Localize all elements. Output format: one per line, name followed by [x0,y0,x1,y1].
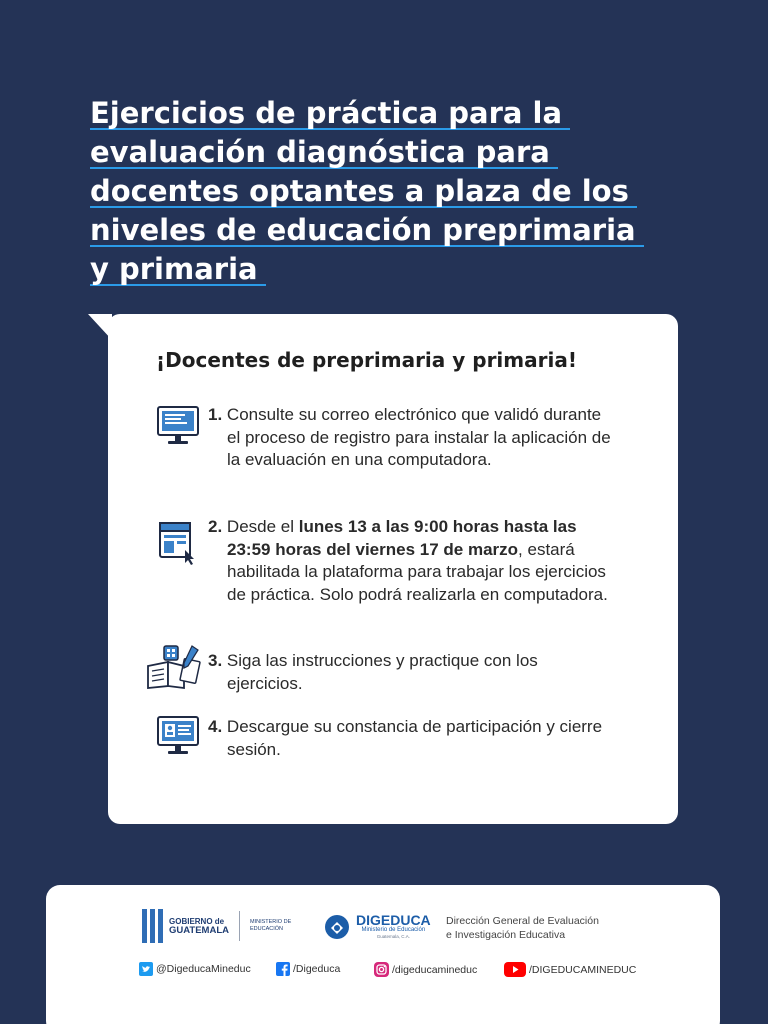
step-text: Siga las instrucciones y practique con los ejercicios. [222,651,538,693]
gobierno-bars-icon [142,909,163,943]
digeduca-name: DIGEDUCA [356,912,431,928]
guatemala-label: GUATEMALA [169,925,229,936]
step-number: 4. [208,717,223,736]
youtube-icon [504,962,526,977]
step-text: Consulte su correo electrónico que validó durante el proceso de registro para instalar la aplicación de la evaluación en una computadora. [222,405,611,469]
digeduca-subtitle: Ministerio de Educación [361,927,426,933]
step-number: 2. [208,517,223,536]
card-heading: ¡Docentes de preprimaria y primaria! [156,348,577,372]
step-number: 1. [208,405,223,424]
step-2 [208,516,618,606]
digeduca-mark-icon [324,914,352,940]
step-number: 3. [208,651,223,670]
step-1 [208,404,618,472]
gobierno-logo [142,909,300,943]
facebook-link[interactable] [276,962,340,976]
title-line: evaluación diagnóstica para [90,135,558,169]
step-text: Descargue su constancia de participación y cierre sesión. [222,717,603,759]
instagram-link[interactable] [374,962,477,977]
twitter-link[interactable] [139,962,251,976]
title-line: y primaria [90,252,266,286]
twitter-handle: @DigeducaMineduc [156,963,251,975]
instagram-icon [374,962,389,977]
browser-window-icon [154,520,206,566]
gobierno-label: GOBIERNO de [169,917,225,926]
youtube-link[interactable] [504,962,636,977]
title-line: docentes optantes a plaza de los [90,174,637,208]
youtube-handle: /DIGEDUCAMINEDUC [529,963,637,976]
step-4 [208,716,618,761]
instagram-handle: /digeducamineduc [392,963,478,976]
title-line: niveles de educación preprimaria [90,213,644,247]
step-date-range: lunes 13 a las 9:00 horas hasta las 23:59 horas del viernes 17 de marzo [227,517,577,559]
certificate-monitor-icon [154,714,206,760]
step-text: Desde el [222,517,299,536]
step-text: , estará habilitada la plataforma para trabajar los ejercicios de práctica. Solo podrá realizarla en computadora. [227,539,608,604]
facebook-icon [276,962,290,976]
page-title [90,94,690,289]
logo-divider [239,911,240,941]
twitter-icon [139,962,153,976]
instructions-card [108,314,678,824]
facebook-handle: /Digeduca [293,963,341,975]
monitor-icon [154,404,206,450]
direccion-line: Dirección General de Evaluación [446,915,599,927]
footer [46,885,720,1024]
digeduca-logo [324,913,431,940]
study-materials-icon [144,644,204,690]
step-3 [208,650,618,695]
direccion-line: e Investigación Educativa [446,929,566,941]
ministerio-label: MINISTERIO DE EDUCACIÓN [249,919,292,932]
title-line: Ejercicios de práctica para la [90,96,570,130]
direccion-text [446,914,599,942]
digeduca-location: Guatemala, C.A. [376,934,410,939]
